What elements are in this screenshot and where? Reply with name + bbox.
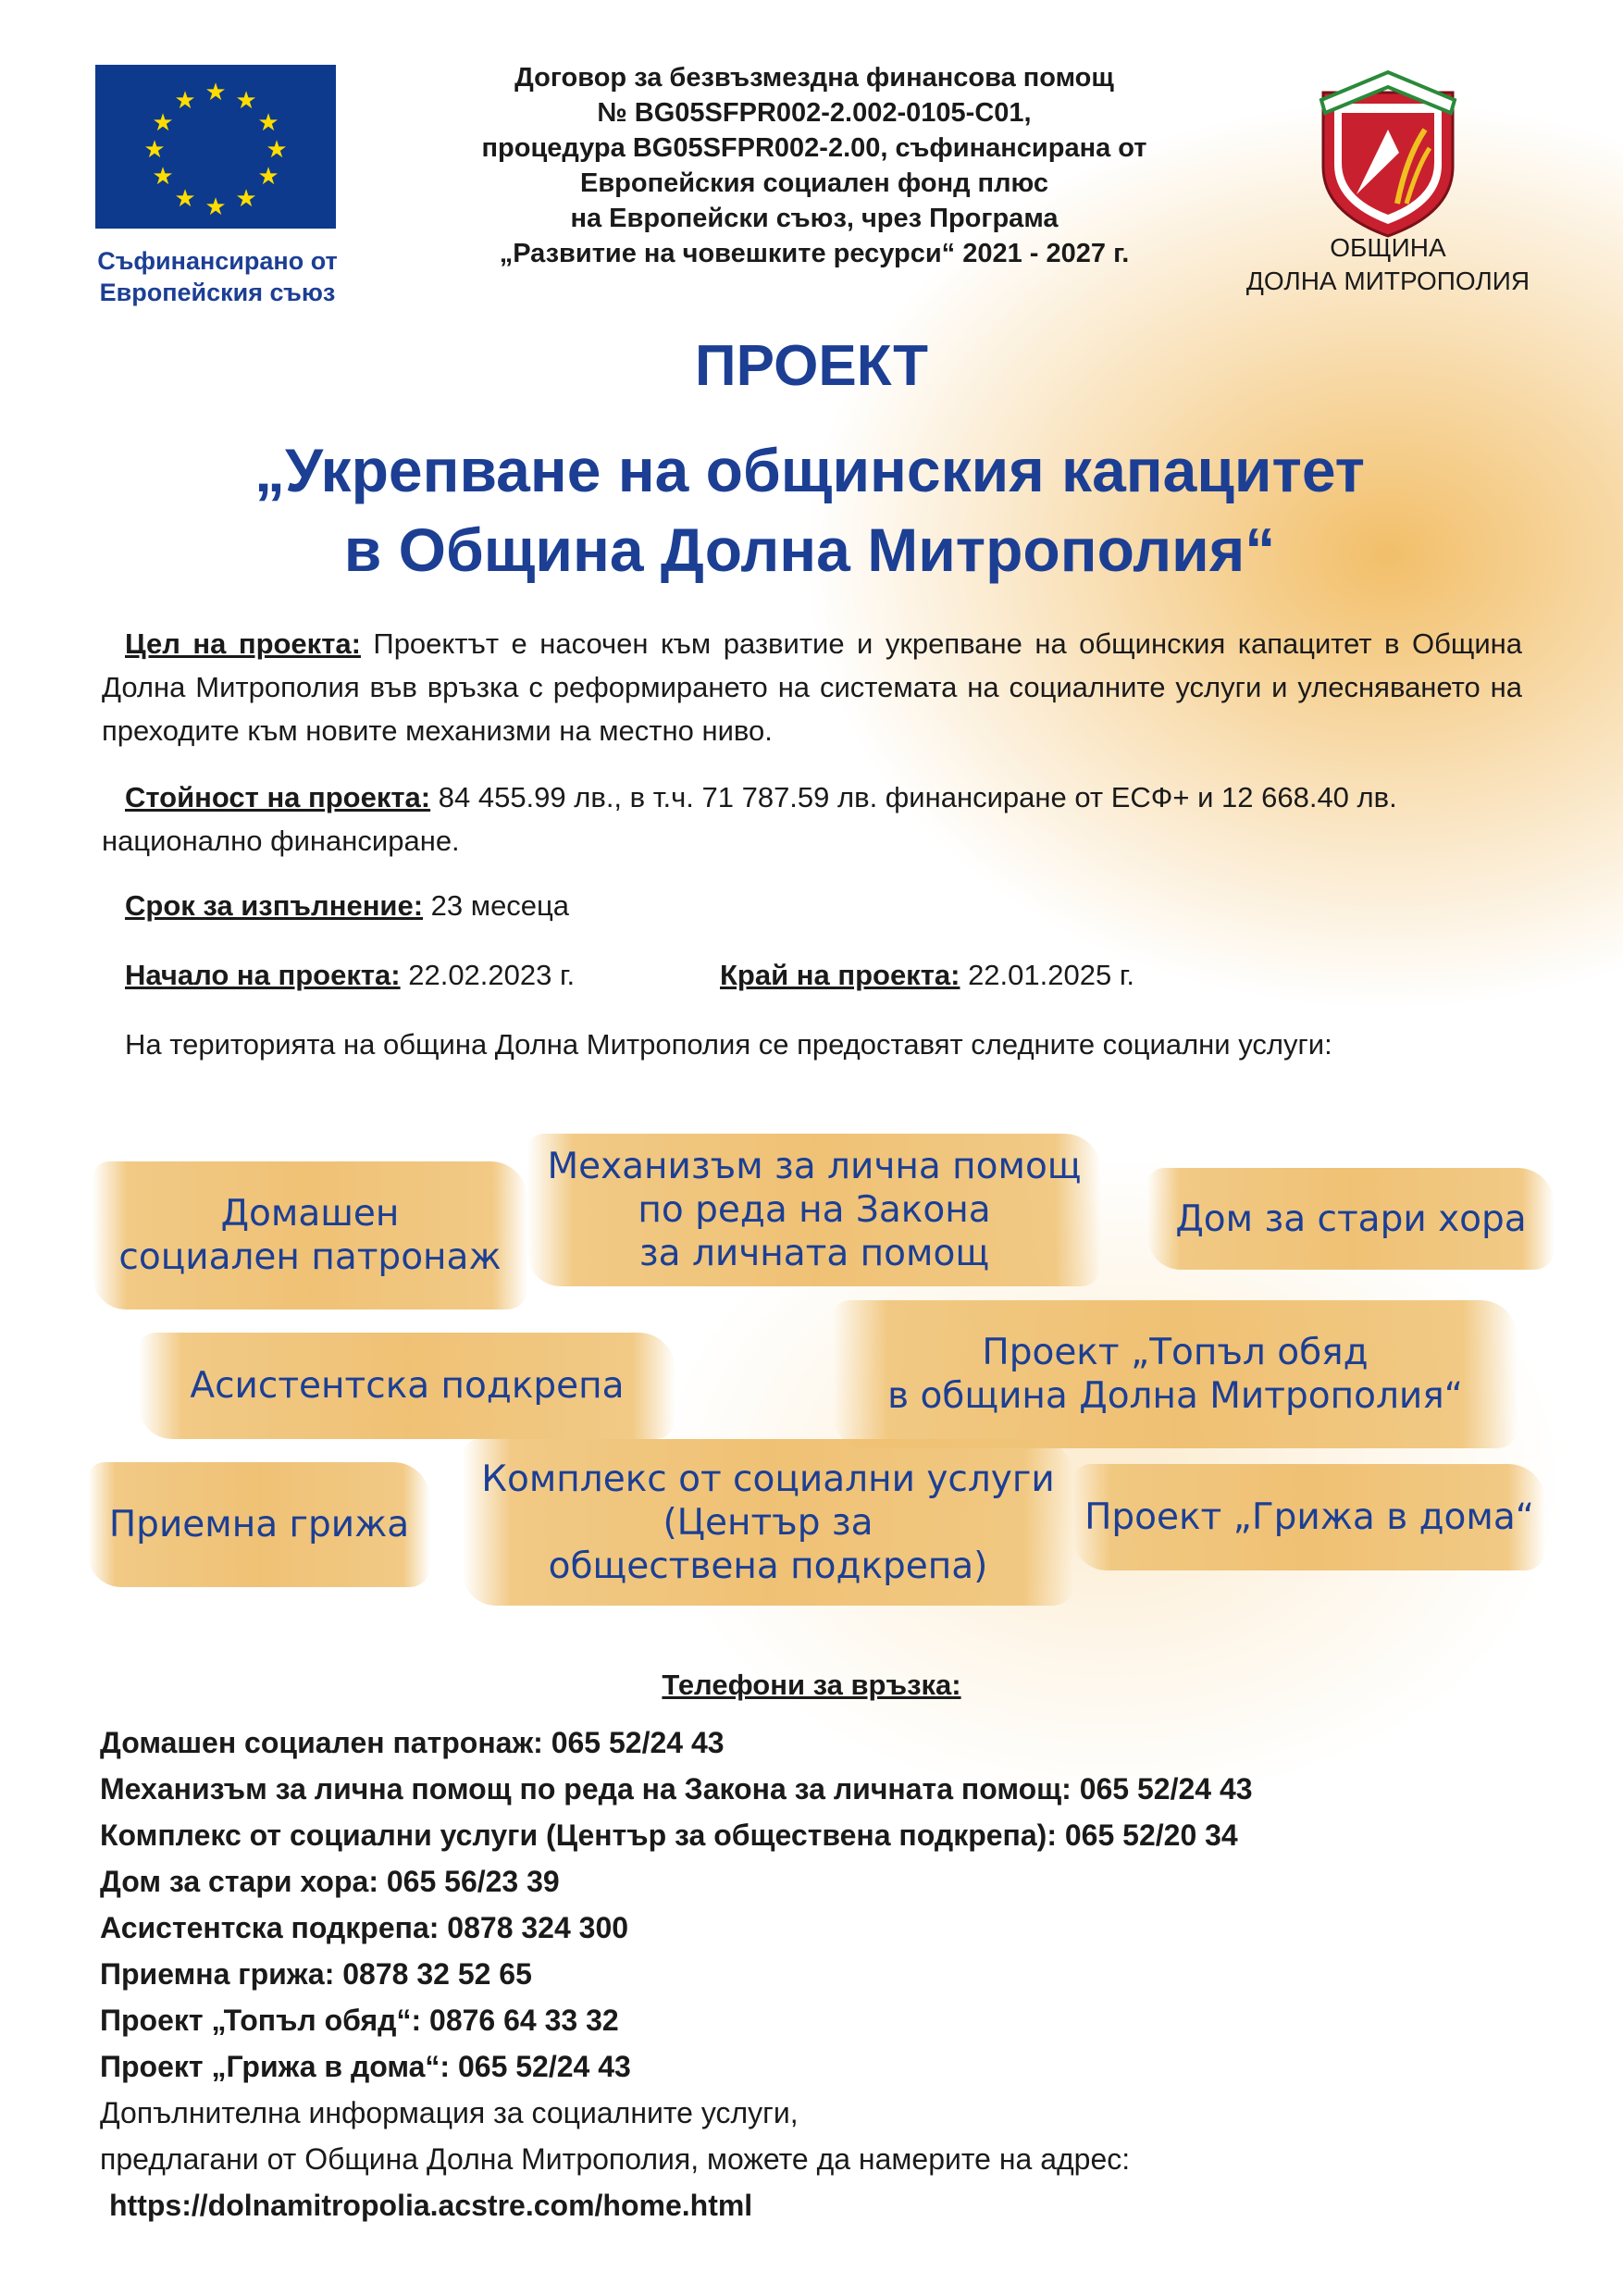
municipality-caption xyxy=(1221,231,1555,298)
service-home-care xyxy=(1073,1464,1545,1570)
eu-caption-line: Съфинансирано от xyxy=(97,247,338,275)
service-assistant-support xyxy=(139,1333,675,1439)
service-line: Механизъм за лична помощ xyxy=(547,1146,1082,1187)
contract-line: на Европейски съюз, чрез Програма xyxy=(570,204,1059,233)
contract-line: процедура BG05SFPR002-2.00, съфинансирана от xyxy=(481,133,1147,163)
service-warm-lunch xyxy=(833,1300,1518,1448)
website-url: https://dolnamitropolia.acstre.com/home.html xyxy=(109,2189,753,2222)
project-title-line: в Община Долна Митрополия“ xyxy=(343,515,1276,584)
crest-icon xyxy=(1314,65,1462,241)
eu-flag-logo xyxy=(95,65,336,229)
eu-stars-icon xyxy=(95,65,336,229)
term-label: Срок за изпълнение: xyxy=(125,889,424,922)
project-title-line: „Укрепване на общинския капацитет xyxy=(254,436,1365,504)
info-line: Допълнителна информация за социалните услуги, xyxy=(100,2096,799,2129)
svg-text:★: ★ xyxy=(174,185,196,213)
contact-item: Приемна грижа: 0878 32 52 65 xyxy=(100,1957,532,1991)
service-social-complex xyxy=(463,1439,1073,1606)
contract-info xyxy=(389,60,1240,271)
contract-line: „Развитие на човешките ресурси“ 2021 - 2027 г. xyxy=(499,239,1130,268)
contact-item: Механизъм за лична помощ по реда на Закона за личната помощ: 065 52/24 43 xyxy=(100,1772,1253,1806)
svg-text:★: ★ xyxy=(257,163,279,191)
svg-text:★: ★ xyxy=(152,109,174,137)
contacts-list xyxy=(100,1719,1580,2228)
contacts-heading: Телефони за връзка: xyxy=(662,1669,961,1701)
contact-item: Проект „Топъл обяд“: 0876 64 33 32 xyxy=(100,2004,619,2037)
crest-caption-line: ОБЩИНА xyxy=(1330,233,1446,262)
value-label: Стойност на проекта: xyxy=(125,781,431,813)
municipality-crest-logo xyxy=(1314,65,1462,241)
info-line: предлагани от Община Долна Митрополия, можете да намерите на адрес: xyxy=(100,2142,1131,2176)
service-elderly-home xyxy=(1147,1168,1555,1270)
project-title xyxy=(139,430,1481,590)
svg-text:★: ★ xyxy=(235,185,257,213)
contract-line: № BG05SFPR002-2.002-0105-C01, xyxy=(597,98,1032,128)
service-line: Комплекс от социални услуги xyxy=(481,1458,1055,1500)
service-line: обществена подкрепа) xyxy=(548,1545,988,1587)
eu-caption-line: Европейския съюз xyxy=(99,279,336,306)
start-text: 22.02.2023 г. xyxy=(400,959,576,991)
service-line: Домашен xyxy=(220,1193,400,1235)
svg-text:★: ★ xyxy=(143,136,166,164)
service-line: Дом за стари хора xyxy=(1175,1198,1527,1240)
project-value xyxy=(102,776,1522,863)
service-line: Проект „Грижа в дома“ xyxy=(1084,1496,1534,1538)
svg-text:★: ★ xyxy=(235,87,257,115)
contract-line: Договор за безвъзмездна финансова помощ xyxy=(514,63,1114,93)
service-line: (Център за xyxy=(663,1501,873,1544)
end-text: 22.01.2025 г. xyxy=(960,959,1134,991)
start-label: Начало на проекта: xyxy=(125,959,401,991)
service-foster-care xyxy=(88,1462,430,1587)
service-line: за личната помощ xyxy=(638,1233,990,1274)
service-line: Проект „Топъл обяд xyxy=(982,1332,1369,1373)
service-line: в община Долна Митрополия“ xyxy=(887,1375,1463,1417)
territory-intro: На територията на община Долна Митрополия се предоставят следните социални услуги: xyxy=(125,1028,1332,1061)
contact-item: Проект „Грижа в дома“: 065 52/24 43 xyxy=(100,2050,631,2083)
project-start xyxy=(125,953,575,997)
end-label: Край на проекта: xyxy=(720,959,960,991)
service-line: по реда на Закона xyxy=(638,1189,991,1231)
svg-text:★: ★ xyxy=(257,109,279,137)
contract-line: Европейския социален фонд плюс xyxy=(579,168,1049,198)
svg-text:★: ★ xyxy=(266,136,288,164)
project-term xyxy=(125,884,569,927)
contact-item: Комплекс от социални услуги (Център за обществена подкрепа): 065 52/20 34 xyxy=(100,1818,1238,1852)
goal-label: Цел на проекта: xyxy=(125,627,361,660)
svg-text:★: ★ xyxy=(174,87,196,115)
project-label: ПРОЕКТ xyxy=(695,334,928,398)
service-line: Асистентска подкрепа xyxy=(190,1365,625,1407)
contact-item: Домашен социален патронаж: 065 52/24 43 xyxy=(100,1726,725,1759)
project-goal xyxy=(102,622,1522,752)
svg-text:★: ★ xyxy=(204,79,227,106)
svg-text:★: ★ xyxy=(152,163,174,191)
goal-text: Проектът е насочен към развитие и укрепване на общинския капацитет в Община Долна Митрополия във връзка с реформирането на системата на социалните услуги и улесняването на преходите към новите механизми на местно ниво. xyxy=(102,627,1523,747)
service-line: Приемна грижа xyxy=(108,1504,410,1545)
service-line: социален патронаж xyxy=(118,1236,502,1278)
term-text: 23 месеца xyxy=(423,889,570,922)
crest-caption-line: ДОЛНА МИТРОПОЛИЯ xyxy=(1245,267,1530,295)
service-home-patronage xyxy=(93,1161,527,1309)
service-personal-assistance xyxy=(527,1134,1101,1286)
eu-cofunded-caption xyxy=(74,245,361,308)
svg-text:★: ★ xyxy=(204,193,227,221)
value-text: 84 455.99 лв., в т.ч. 71 787.59 лв. финансиране от ЕСФ+ и 12 668.40 лв. национално финансиране. xyxy=(102,781,1397,857)
project-end xyxy=(720,953,1134,997)
contact-item: Асистентска подкрепа: 0878 324 300 xyxy=(100,1911,629,1944)
contact-item: Дом за стари хора: 065 56/23 39 xyxy=(100,1865,560,1898)
